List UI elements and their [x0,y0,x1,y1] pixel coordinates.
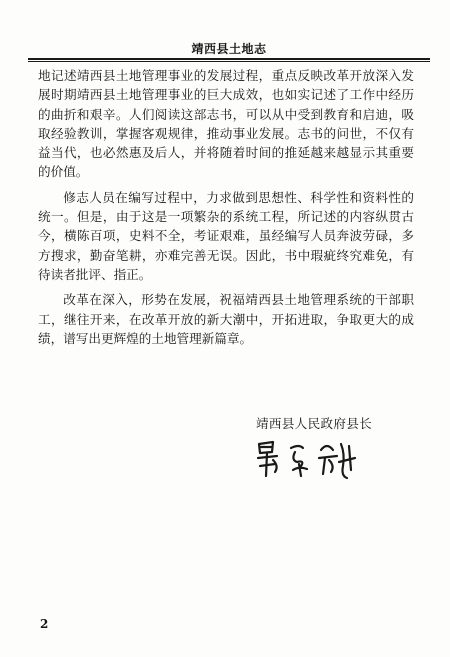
page-number: 2 [40,617,49,631]
signature-title: 靖西县人民政府县长 [256,416,373,431]
body-text [38,66,414,354]
paragraph: 修志人员在编写过程中，力求做到思想性、科学性和资料性的统一。但是，由于这是一项繁杂的系统工程，所记述的内容纵贯古今，横陈百项，史料不全，考证艰难，虽经编写人员奔波劳碌，多方搜求，勤奋笔耕，亦难完善无误。因此，书中瑕疵终究难免，有待读者批评、指正。 [38,189,414,282]
header-rule-thick [28,58,430,60]
header-rule-thin [28,61,430,62]
paragraph: 改革在深入，形势在发展，祝福靖西县土地管理系统的干部职工，继往开来，在改革开放的新大潮中，开拓进取，争取更大的成绩，谱写出更辉煌的土地管理新篇章。 [38,292,414,346]
paragraph-continued: 地记述靖西县土地管理事业的发展过程，重点反映改革开放深入发展时期靖西县土地管理事业的巨大成效，也如实记述了工作中经历的曲折和艰辛。人们阅读这部志书，可以从中受到教育和启迪，吸取经验教训，掌握客观规律，推动事业发展。志书的问世，不仅有益当代，也必然惠及后人，并将随着时间的推延越来越显示其重要的价值。 [38,68,414,180]
handwritten-signature [255,436,365,480]
running-header-title: 靖西县土地志 [191,42,267,56]
